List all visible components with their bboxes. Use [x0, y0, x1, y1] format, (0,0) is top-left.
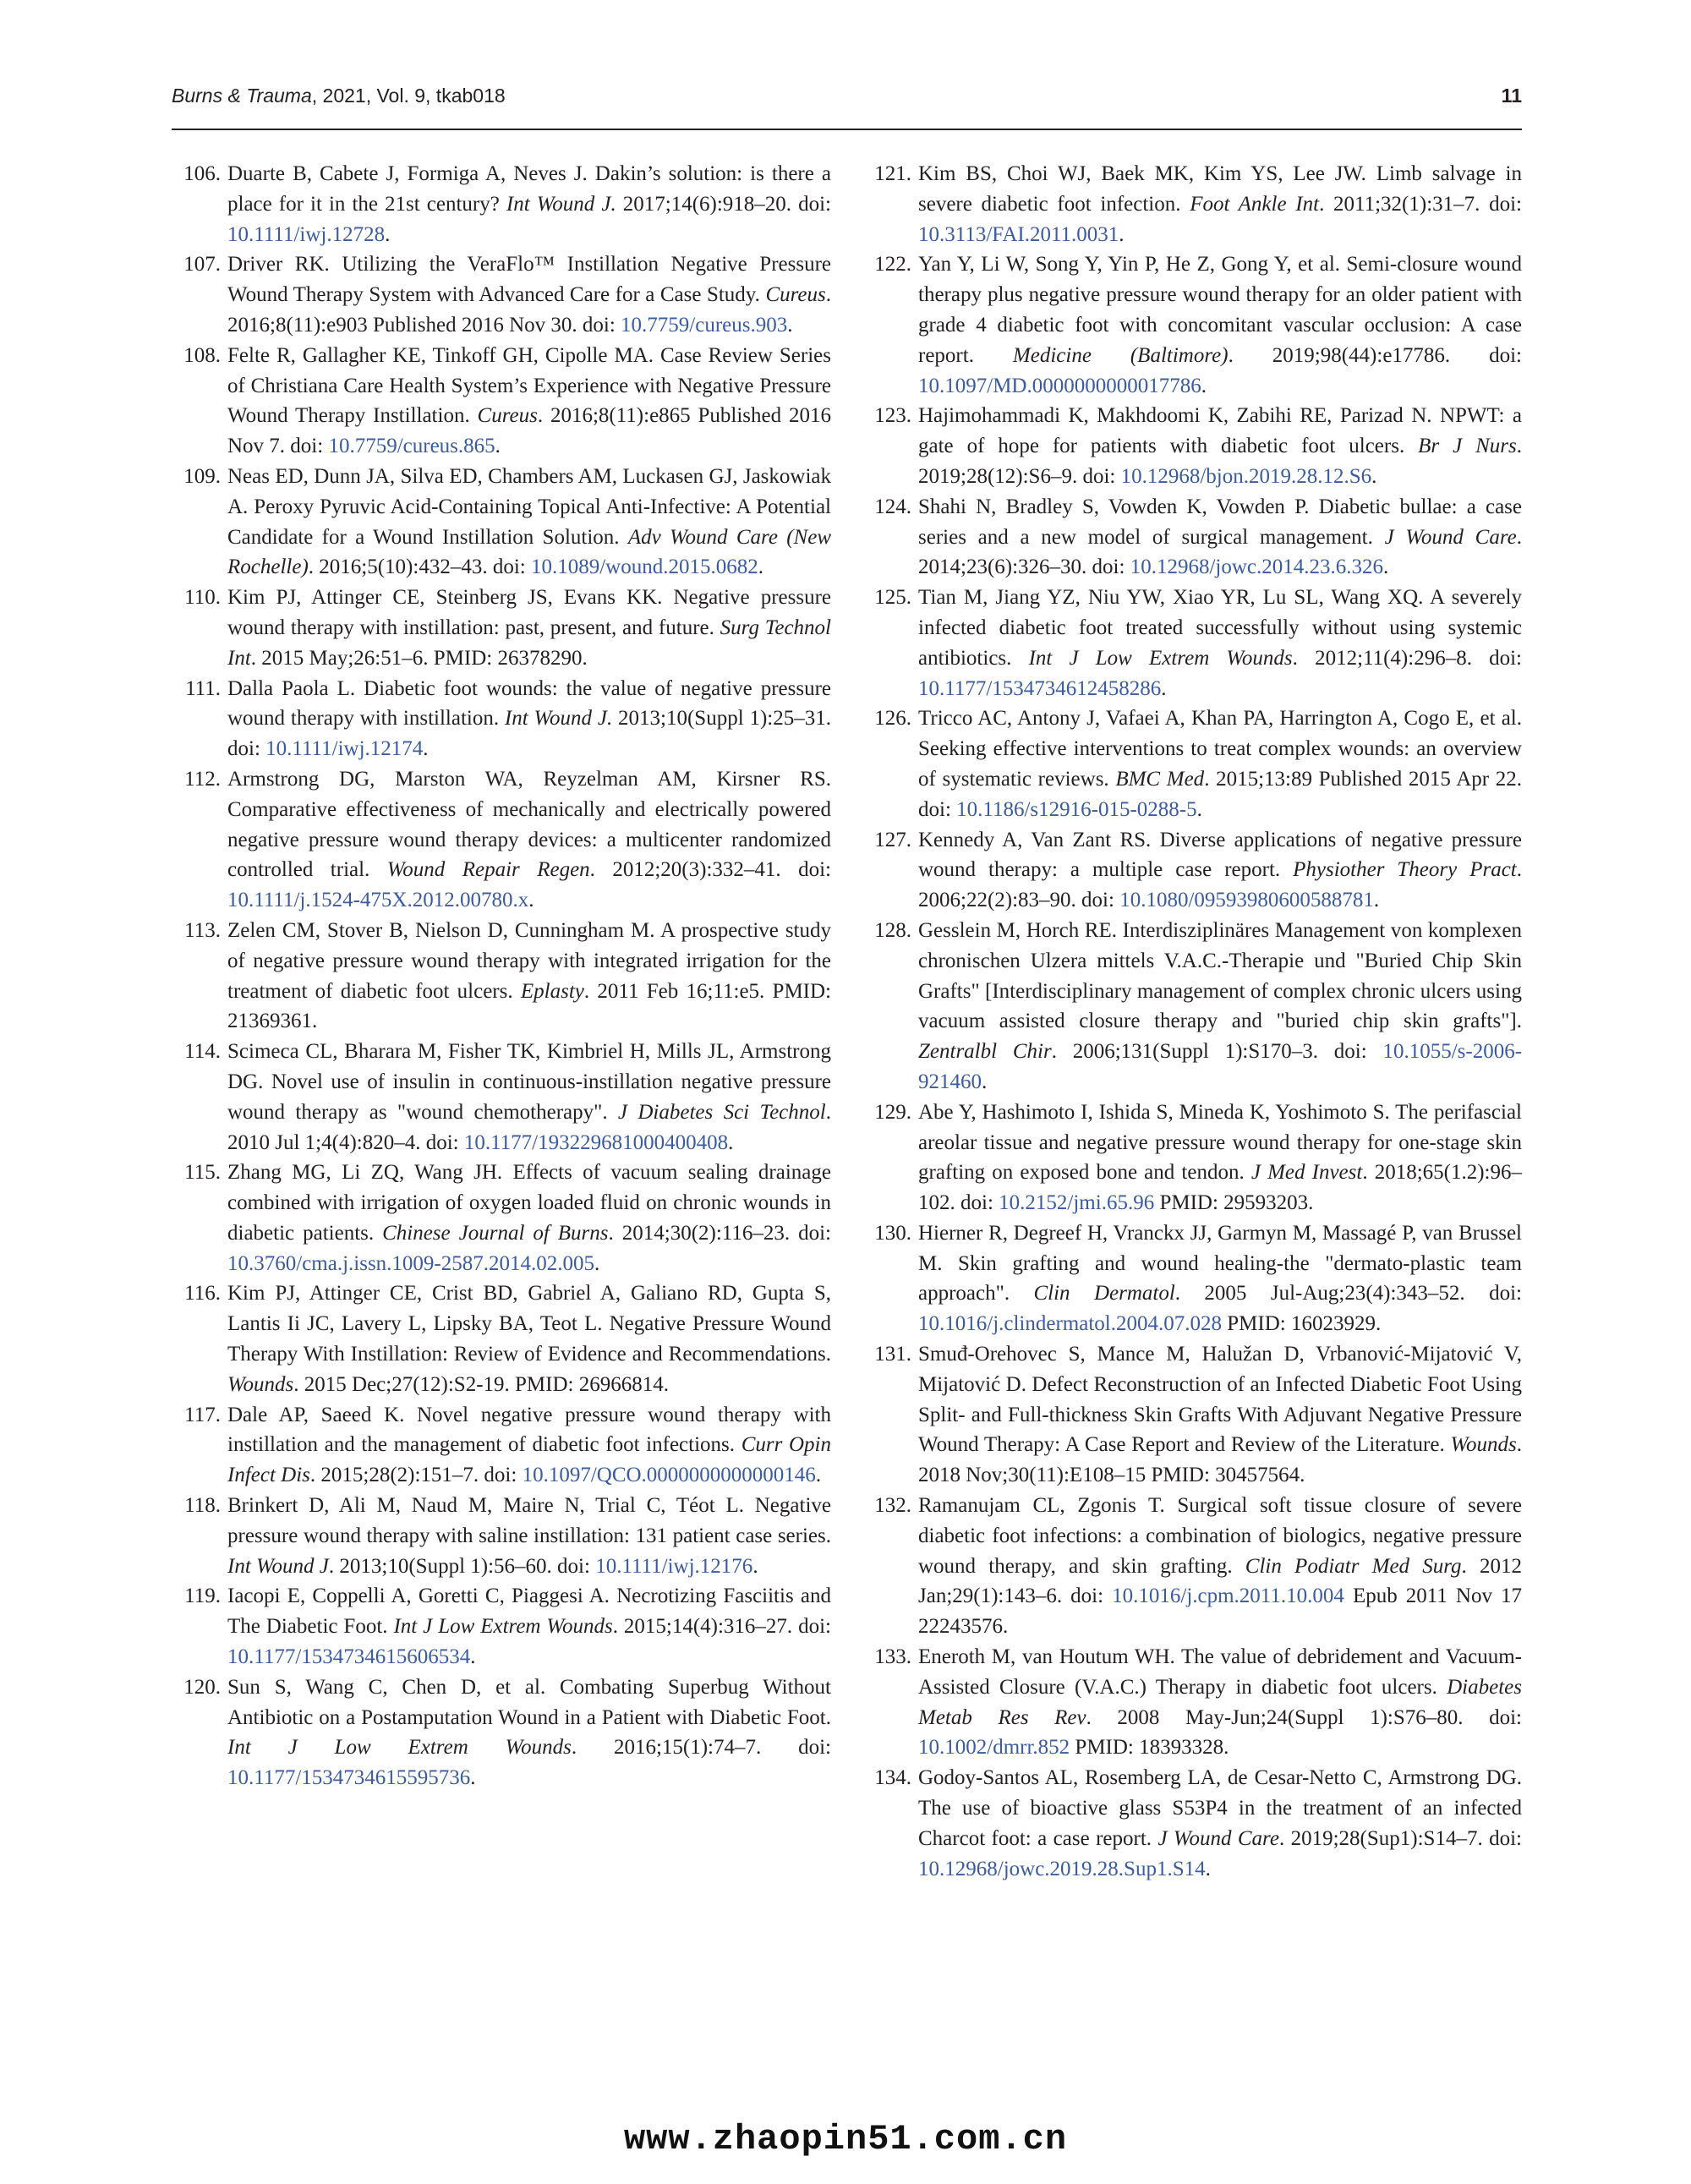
reference-details: . 2015 Dec;27(12):S2-19. PMID: 26966814.	[293, 1372, 669, 1396]
reference-doi-link[interactable]: 10.1111/iwj.12728	[227, 222, 386, 246]
reference-authors-title: Kim PJ, Attinger CE, Steinberg JS, Evans KK. Negative pressure wound therapy with instillation: past, present, and future.	[227, 586, 831, 639]
reference-details: . 2015 May;26:51–6. PMID: 26378290.	[250, 646, 588, 670]
reference-tail: .	[815, 1464, 822, 1487]
reference-tail: .	[1201, 374, 1207, 397]
reference-tail: .	[470, 1766, 476, 1790]
journal-name: Burns & Trauma	[172, 85, 312, 107]
reference-entry	[172, 916, 831, 1037]
reference-number: 129.	[874, 1100, 911, 1124]
reference-tail: .	[728, 1130, 734, 1154]
reference-number: 116.	[184, 1282, 221, 1305]
reference-number: 115.	[184, 1161, 221, 1185]
reference-entry	[862, 492, 1522, 583]
reference-details: . 2019;98(44):e17786. doi:	[1228, 343, 1523, 367]
reference-entry	[172, 1278, 831, 1399]
reference-details: 2013;10(Suppl 1):25–31. doi:	[227, 707, 831, 761]
reference-entry	[172, 583, 831, 673]
reference-number: 124.	[874, 495, 911, 518]
reference-authors-title: Kennedy A, Van Zant RS. Diverse applications of negative pressure wound therapy: a multiple case report.	[918, 828, 1522, 882]
reference-details: . 2012 Jan;29(1):143–6. doi:	[918, 1554, 1522, 1608]
reference-number: 128.	[874, 918, 911, 942]
reference-entry	[862, 401, 1522, 491]
reference-number: 127.	[874, 828, 911, 851]
reference-number: 122.	[874, 253, 911, 276]
reference-number: 113.	[184, 918, 221, 942]
reference-journal: Physiother Theory Pract	[1293, 858, 1517, 882]
reference-number: 111.	[185, 676, 221, 700]
reference-entry	[172, 249, 831, 340]
reference-number: 132.	[874, 1494, 911, 1518]
reference-authors-title: Zhang MG, Li ZQ, Wang JH. Effects of vacuum sealing drainage combined with irrigation of oxygen loaded fluid on chronic wounds in diabetic patients.	[227, 1161, 831, 1245]
reference-authors-title: Felte R, Gallagher KE, Tinkoff GH, Cipolle MA. Case Review Series of Christiana Care Health System’s Experience with Negative Pressure Wound Therapy Instillation.	[227, 343, 831, 428]
reference-number: 125.	[874, 586, 911, 610]
reference-authors-title: Eneroth M, van Houtum WH. The value of debridement and Vacuum-Assisted Closure (V.A.C.) Therapy in diabetic foot ulcers.	[918, 1645, 1522, 1699]
reference-doi-link[interactable]: 10.2152/jmi.65.96	[999, 1191, 1155, 1215]
reference-doi-link[interactable]: 10.1111/iwj.12176	[595, 1554, 753, 1578]
reference-tail: .	[495, 435, 501, 458]
reference-doi-link[interactable]: 10.1177/1534734612458286	[918, 676, 1162, 700]
reference-journal: Clin Dermatol	[1033, 1282, 1175, 1305]
reference-entry	[172, 462, 831, 583]
reference-details: . 2015;28(2):151–7. doi:	[309, 1464, 523, 1487]
reference-details: . 2013;10(Suppl 1):56–60. doi:	[328, 1554, 596, 1578]
reference-journal: Chinese Journal of Burns	[382, 1221, 609, 1245]
reference-details: . 2005 Jul-Aug;23(4):343–52. doi:	[1174, 1282, 1522, 1305]
reference-details: . 2012;11(4):296–8. doi:	[1292, 646, 1522, 670]
reference-number: 108.	[183, 343, 221, 367]
reference-doi-link[interactable]: 10.1055/s-2006-921460	[918, 1040, 1523, 1093]
reference-entry	[172, 341, 831, 462]
reference-authors-title: Dale AP, Saeed K. Novel negative pressure wound therapy with instillation and the management of diabetic foot infections.	[227, 1403, 831, 1457]
reference-details: . 2016;8(11):e865 Published 2016 Nov 7. doi:	[227, 404, 831, 458]
reference-journal: Wounds	[1450, 1433, 1517, 1457]
reference-tail: .	[470, 1645, 476, 1669]
reference-number: 133.	[874, 1645, 911, 1669]
reference-tail: PMID: 18393328.	[1070, 1736, 1229, 1760]
reference-authors-title: Hajimohammadi K, Makhdoomi K, Zabihi RE, Parizad N. NPWT: a gate of hope for patients with diabetic foot ulcers.	[918, 404, 1522, 458]
reference-number: 112.	[184, 767, 221, 791]
reference-tail: .	[752, 1554, 758, 1578]
reference-entry	[172, 1491, 831, 1581]
reference-details: . 2019;28(12):S6–9. doi:	[918, 435, 1522, 488]
reference-tail: .	[1196, 797, 1202, 821]
reference-tail: PMID: 29593203.	[1154, 1191, 1314, 1215]
reference-entry	[172, 1581, 831, 1672]
reference-doi-link[interactable]: 10.1097/MD.0000000000017786	[918, 374, 1201, 397]
reference-doi-link[interactable]: 10.3760/cma.j.issn.1009-2587.2014.02.005	[227, 1251, 595, 1275]
reference-number: 120.	[183, 1675, 221, 1699]
reference-entry	[862, 583, 1522, 703]
reference-tail: .	[1371, 464, 1377, 488]
page-number: 11	[1501, 85, 1522, 107]
reference-authors-title: Yan Y, Li W, Song Y, Yin P, He Z, Gong Y, et al. Semi-closure wound therapy plus negative pressure wound therapy for an older patient with grade 4 diabetic foot with concomitant vascular occlusion: A case report.	[918, 253, 1522, 367]
reference-entry	[862, 1339, 1522, 1491]
reference-authors-title: Sun S, Wang C, Chen D, et al. Combating Superbug Without Antibiotic on a Postamputation Wound in a Patient with Diabetic Foot.	[227, 1675, 831, 1729]
reference-doi-link[interactable]: 10.1111/j.1524-475X.2012.00780.x	[227, 889, 529, 912]
reference-tail: .	[594, 1251, 600, 1275]
reference-tail: .	[758, 556, 763, 579]
reference-number: 118.	[184, 1494, 221, 1518]
reference-details: . 2010 Jul 1;4(4):820–4. doi:	[227, 1100, 831, 1154]
reference-doi-link[interactable]: 10.1177/1534734615606534	[227, 1645, 471, 1669]
reference-authors-title: Brinkert D, Ali M, Naud M, Maire N, Trial C, Téot L. Negative pressure wound therapy with saline instillation: 131 patient case series.	[227, 1494, 831, 1547]
reference-number: 123.	[874, 404, 911, 428]
reference-doi-link[interactable]: 10.1177/193229681000400408	[463, 1130, 729, 1154]
journal-citation	[172, 85, 506, 107]
reference-number: 106.	[183, 162, 221, 185]
reference-doi-link[interactable]: 10.1097/QCO.0000000000000146	[522, 1464, 816, 1487]
reference-doi-link[interactable]: 10.1177/1534734615595736	[227, 1766, 471, 1790]
reference-number: 117.	[184, 1403, 221, 1426]
reference-journal: Curr Opin Infect Dis	[227, 1433, 831, 1487]
reference-number: 131.	[874, 1343, 911, 1366]
reference-details: . 2014;30(2):116–23. doi:	[608, 1221, 831, 1245]
reference-authors-title: Tian M, Jiang YZ, Niu YW, Xiao YR, Lu SL, Wang XQ. A severely infected diabetic foot treated successfully without using systemic antibiotics.	[918, 586, 1522, 670]
reference-journal: Diabetes Metab Res Rev	[918, 1675, 1522, 1729]
reference-authors-title: Ramanujam CL, Zgonis T. Surgical soft tissue closure of severe diabetic foot infections: a combination of biologics, negative pressure wound therapy, and skin grafting.	[918, 1494, 1522, 1578]
reference-details: . 2016;5(10):432–43. doi:	[308, 556, 531, 579]
reference-number: 130.	[874, 1221, 911, 1245]
reference-authors-title: Iacopi E, Coppelli A, Goretti C, Piaggesi A. Necrotizing Fasciitis and The Diabetic Foot.	[227, 1585, 831, 1639]
page-header	[172, 85, 1522, 130]
reference-doi-link[interactable]: 10.1002/dmrr.852	[918, 1736, 1070, 1760]
reference-doi-link[interactable]: 10.1080/09593980600588781	[1119, 889, 1374, 912]
reference-number: 107.	[183, 253, 221, 276]
reference-journal: Int J Low Extrem Wounds	[1028, 646, 1293, 670]
reference-details: . 2006;131(Suppl 1):S170–3. doi:	[1051, 1040, 1383, 1064]
reference-entry	[862, 1097, 1522, 1218]
reference-entry	[172, 1672, 831, 1793]
reference-details: . 2011 Feb 16;11:e5. PMID: 21369361.	[227, 979, 832, 1033]
reference-column-right	[862, 159, 1522, 1884]
reference-tail: .	[423, 737, 429, 761]
reference-entry	[862, 1491, 1522, 1642]
reference-doi-link[interactable]: 10.1186/s12916-015-0288-5	[956, 797, 1197, 821]
reference-doi-link[interactable]: 10.7759/cureus.903	[621, 313, 788, 337]
reference-doi-link[interactable]: 10.1111/iwj.12174	[265, 737, 424, 761]
reference-tail: .	[1119, 222, 1125, 246]
reference-entry	[172, 159, 831, 249]
reference-journal: Eplasty	[520, 979, 584, 1003]
reference-journal: BMC Med	[1115, 767, 1205, 791]
reference-tail: .	[1373, 889, 1380, 912]
reference-entry	[862, 1642, 1522, 1763]
reference-column-left	[172, 159, 831, 1793]
reference-journal: J Wound Care	[1157, 1826, 1279, 1850]
reference-authors-title: Shahi N, Bradley S, Vowden K, Vowden P. Diabetic bullae: a case series and a new model of surgical management.	[918, 495, 1522, 549]
reference-details: . 2008 May-Jun;24(Suppl 1):S76–80. doi:	[1086, 1705, 1522, 1729]
reference-doi-link[interactable]: 10.3113/FAI.2011.0031	[918, 222, 1119, 246]
reference-doi-link[interactable]: 10.1089/wound.2015.0682	[530, 556, 758, 579]
reference-details: . 2019;28(Sup1):S14–7. doi:	[1278, 1826, 1522, 1850]
reference-entry	[862, 159, 1522, 249]
reference-details: . 2018;65(1.2):96–102. doi:	[918, 1161, 1523, 1215]
reference-journal: Surg Technol Int	[227, 616, 831, 670]
reference-journal: Br J Nurs	[1418, 435, 1517, 458]
reference-details: . 2012;20(3):332–41. doi:	[589, 858, 831, 882]
reference-authors-title: Duarte B, Cabete J, Formiga A, Neves J. Dakin’s solution: is there a place for it in the 21st century?	[227, 162, 831, 216]
reference-details: . 2006;22(2):83–90. doi:	[918, 858, 1522, 912]
reference-tail: PMID: 16023929.	[1221, 1312, 1382, 1336]
reference-details: . 2016;8(11):e903 Published 2016 Nov 30. doi:	[227, 283, 831, 337]
reference-authors-title: Kim BS, Choi WJ, Baek MK, Kim YS, Lee JW. Limb salvage in severe diabetic foot infection.	[918, 162, 1522, 216]
reference-journal: Wound Repair Regen	[386, 858, 590, 882]
watermark-url: www.zhaopin51.com.cn	[623, 2119, 1068, 2159]
reference-entry	[172, 1037, 831, 1158]
reference-journal: Medicine (Baltimore)	[1012, 343, 1229, 367]
reference-entry	[172, 764, 831, 916]
reference-authors-title: Hierner R, Degreef H, Vranckx JJ, Garmyn M, Massagé P, van Brussel M. Skin grafting and wound healing-the "dermato-plastic team approach".	[918, 1221, 1522, 1305]
reference-authors-title: Godoy-Santos AL, Rosemberg LA, de Cesar-Netto C, Armstrong DG. The use of bioactive glass S53P4 in the treatment of an infected Charcot foot: a case report.	[918, 1766, 1522, 1850]
reference-journal: Cureus	[765, 283, 826, 307]
reference-details: . 2014;23(6):326–30. doi:	[918, 525, 1522, 579]
reference-journal: J Diabetes Sci Technol	[617, 1100, 826, 1124]
reference-details: . 2015;13:89 Published 2015 Apr 22. doi:	[918, 767, 1522, 821]
reference-details: . 2015;14(4):316–27. doi:	[612, 1615, 831, 1639]
reference-doi-link[interactable]: 10.7759/cureus.865	[328, 435, 495, 458]
reference-authors-title: Zelen CM, Stover B, Nielson D, Cunningham M. A prospective study of negative pressure wound therapy with integrated irrigation for the treatment of diabetic foot ulcers.	[227, 918, 831, 1003]
reference-authors-title: Kim PJ, Attinger CE, Crist BD, Gabriel A, Galiano RD, Gupta S, Lantis Ii JC, Lavery L, Lipsky BA, Teot L. Negative Pressure Wound Therapy With Instillation: Review of Evidence and Recommendations.	[227, 1282, 831, 1366]
reference-tail: .	[982, 1070, 988, 1093]
reference-tail: .	[1161, 676, 1167, 700]
reference-number: 119.	[184, 1585, 221, 1608]
reference-number: 134.	[874, 1766, 911, 1790]
reference-entry	[862, 249, 1522, 401]
reference-journal: J Wound Care	[1384, 525, 1517, 549]
reference-authors-title: Driver RK. Utilizing the VeraFlo™ Instillation Negative Pressure Wound Therapy System with Advanced Care for a Case Study.	[227, 253, 831, 307]
reference-journal: Int J Low Extrem Wounds	[227, 1736, 572, 1760]
reference-doi-link[interactable]: 10.1016/j.clindermatol.2004.07.028	[918, 1312, 1222, 1336]
reference-journal: Adv Wound Care (New Rochelle)	[227, 525, 831, 579]
reference-journal: Int J Low Extrem Wounds	[393, 1615, 613, 1639]
reference-journal: Int Wound J	[227, 1554, 329, 1578]
reference-journal: Clin Podiatr Med Surg	[1245, 1554, 1462, 1578]
reference-tail: Epub 2011 Nov 17 22243576.	[918, 1585, 1522, 1639]
reference-authors-title: Smuđ-Orehovec S, Mance M, Halužan D, Vrbanović-Mijatović V, Mijatović D. Defect Reconstruction of an Infected Diabetic Foot Using Split- and Full-thickness Skin Grafts With Adjuvant Negative Pressure Wound Therapy: A Case Report and Review of the Literature.	[918, 1343, 1522, 1457]
reference-number: 110.	[184, 586, 221, 610]
reference-authors-title: Abe Y, Hashimoto I, Ishida S, Mineda K, Yoshimoto S. The perifascial areolar tissue and negative pressure wound therapy for one-stage skin grafting on exposed bone and tendon.	[918, 1100, 1522, 1185]
reference-tail: .	[385, 222, 391, 246]
reference-details: . 2018 Nov;30(11):E108–15 PMID: 30457564.	[918, 1433, 1522, 1487]
reference-authors-title: Tricco AC, Antony J, Vafaei A, Khan PA, Harrington A, Cogo E, et al. Seeking effective interventions to treat complex wounds: an overview of systematic reviews.	[918, 707, 1522, 791]
reference-tail: .	[528, 889, 534, 912]
reference-authors-title: Gesslein M, Horch RE. Interdisziplinäres Management von komplexen chronischen Ulzera mittels V.A.C.-Therapie und "Buried Chip Skin Grafts" [Interdisciplinary management of complex chronic ulcers using vacuum assisted closure therapy and "buried chip skin grafts"].	[918, 918, 1522, 1033]
reference-number: 121.	[874, 162, 911, 185]
reference-journal: Wounds	[227, 1372, 294, 1396]
reference-journal: Int Wound J.	[506, 192, 616, 216]
reference-authors-title: Dalla Paola L. Diabetic foot wounds: the value of negative pressure wound therapy with instillation.	[227, 676, 831, 731]
reference-tail: .	[1205, 1857, 1211, 1880]
reference-details: . 2016;15(1):74–7. doi:	[571, 1736, 831, 1760]
reference-doi-link[interactable]: 10.12968/bjon.2019.28.12.S6	[1120, 464, 1372, 488]
reference-authors-title: Scimeca CL, Bharara M, Fisher TK, Kimbriel H, Mills JL, Armstrong DG. Novel use of insulin in continuous-instillation negative pressure wound therapy as "wound chemotherapy".	[227, 1040, 831, 1124]
reference-journal: Foot Ankle Int	[1190, 192, 1320, 216]
reference-number: 126.	[874, 707, 911, 731]
reference-tail: .	[787, 313, 793, 337]
reference-entry	[862, 703, 1522, 824]
reference-entry	[172, 1158, 831, 1278]
reference-entry	[172, 1400, 831, 1491]
reference-details: . 2011;32(1):31–7. doi:	[1319, 192, 1522, 216]
reference-tail: .	[1382, 556, 1389, 579]
reference-journal: Int Wound J.	[504, 707, 613, 731]
reference-journal: Cureus	[477, 404, 538, 428]
reference-entry	[862, 825, 1522, 916]
reference-journal: Zentralbl Chir	[918, 1040, 1052, 1064]
reference-authors-title: Neas ED, Dunn JA, Silva ED, Chambers AM, Luckasen GJ, Jaskowiak A. Peroxy Pyruvic Acid-Containing Topical Anti-Infective: A Potential Candidate for a Wound Instillation Solution.	[227, 464, 831, 549]
reference-doi-link[interactable]: 10.1016/j.cpm.2011.10.004	[1112, 1585, 1344, 1608]
reference-number: 114.	[184, 1040, 221, 1064]
reference-entry	[862, 1218, 1522, 1339]
reference-details: 2017;14(6):918–20. doi:	[616, 192, 832, 216]
reference-doi-link[interactable]: 10.12968/jowc.2019.28.Sup1.S14	[918, 1857, 1206, 1880]
reference-entry	[172, 674, 831, 764]
reference-entry	[862, 916, 1522, 1097]
reference-entry	[862, 1763, 1522, 1884]
reference-authors-title: Armstrong DG, Marston WA, Reyzelman AM, Kirsner RS. Comparative effectiveness of mechanically and electrically powered negative pressure wound therapy devices: a multicenter randomized controlled trial.	[227, 767, 831, 882]
reference-journal: J Med Invest	[1250, 1161, 1363, 1185]
reference-number: 109.	[183, 464, 221, 488]
journal-volume: , 2021, Vol. 9, tkab018	[311, 85, 506, 107]
reference-doi-link[interactable]: 10.12968/jowc.2014.23.6.326	[1130, 556, 1383, 579]
